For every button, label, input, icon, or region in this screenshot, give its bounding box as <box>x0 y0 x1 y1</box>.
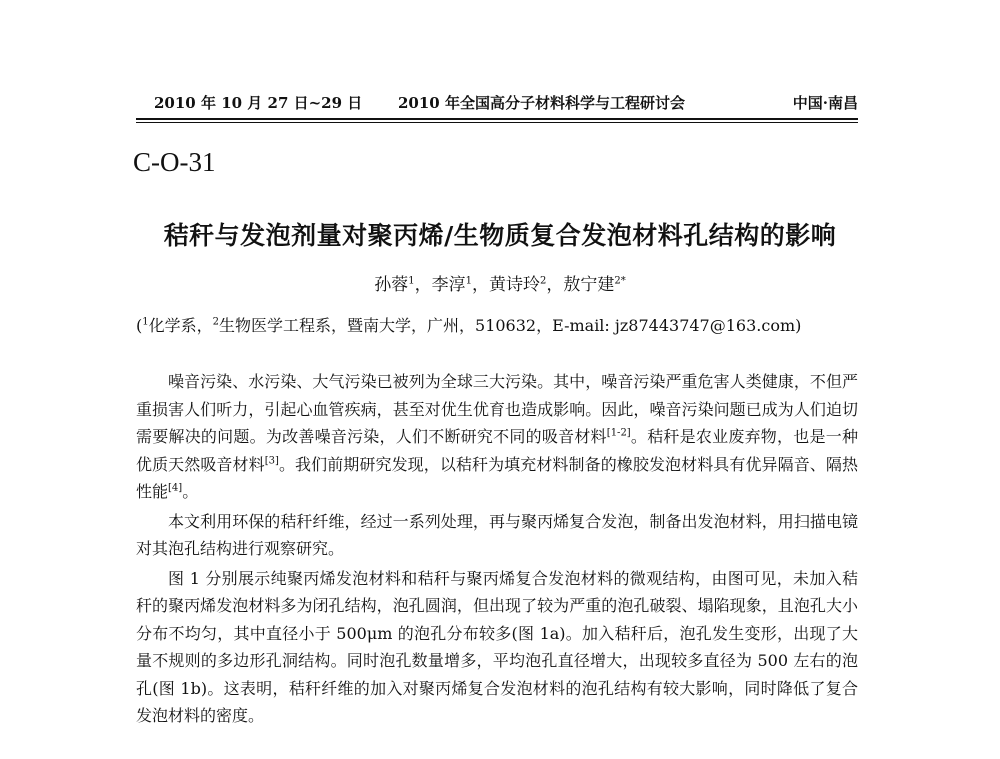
affiliation-mark-2: 2 <box>212 316 220 328</box>
author-mark: 2 <box>540 275 547 287</box>
affiliation-dept-1: 化学系， <box>148 316 213 335</box>
author-name: 黄诗玲 <box>489 275 540 295</box>
paragraph-text: 。我们前期研究发现，以秸秆为填充材料制备的橡胶发泡材料具有优异隔音、隔热性能 <box>136 454 858 501</box>
header-date: 2010 年 10 月 27 日~29 日 <box>154 94 363 112</box>
paragraph-text: 。 <box>182 482 199 501</box>
paragraph-text: 噪音污染、水污染、大气污染已被列为全球三大污染。其中，噪音污染严重危害人类健康，不但严重损害人们听力，引起心血管疾病，甚至对优生优育也造成影响。因此，噪音污染问题已成为人们迫切需要解决的问题。为改善噪音污染，人们不断研究不同的吸音材料 <box>136 372 858 446</box>
header-rule-thin <box>136 122 858 123</box>
paragraph-results: 图 1 分别展示纯聚丙烯发泡材料和秸秆与聚丙烯复合发泡材料的微观结构，由图可见，未加入秸秆的聚丙烯发泡材料多为闭孔结构，泡孔圆润，但出现了较为严重的泡孔破裂、塌陷现象，且泡孔大小分布不均匀，其中直径小于 500μm 的泡孔分布较多(图 1a)。加入秸秆后，泡孔发生变形，出现了大量不规则的多边形孔洞结构。同时泡孔数量增多，平均泡孔直径增大，出现较多直径为 500 左右的泡孔(图 1b)。这表明，秸秆纤维的加入对聚丙烯复合发泡材料的泡孔结构有较大影响，同时降低了复合发泡材料的密度。 <box>136 568 858 725</box>
header-conference: 2010 年全国高分子材料科学与工程研讨会 <box>398 94 685 112</box>
header-rule-thick <box>136 118 858 120</box>
affiliation-mark-1: 1 <box>142 316 149 328</box>
author-mark: 2* <box>614 275 626 287</box>
paper-code: C-O-31 <box>133 147 216 177</box>
author-name: 李淳 <box>431 275 466 295</box>
header-location: 中国·南昌 <box>792 94 858 112</box>
paragraph-intro <box>136 368 858 506</box>
author-list <box>0 270 1000 295</box>
affiliation-line <box>136 313 858 336</box>
author-name: 孙蓉 <box>374 275 409 295</box>
author-separator: ， <box>546 275 564 295</box>
citation-ref: [1-2] <box>606 427 631 439</box>
citation-ref: [3] <box>264 455 279 467</box>
author-mark: 1 <box>408 275 415 287</box>
paragraph-text: 。秸秆是农业废弃物，也是一种优质天然吸音材料 <box>136 427 858 474</box>
affiliation-open: ( <box>136 316 143 335</box>
author-name: 敖宁建 <box>563 275 615 295</box>
affiliation-rest: 生物医学工程系，暨南大学，广州，510632，E-mail: jz87443747@163.com) <box>219 316 802 335</box>
running-header <box>136 92 858 116</box>
author-mark: 1 <box>465 275 472 287</box>
body-text <box>136 368 858 732</box>
author-separator: ， <box>472 275 489 295</box>
paper-title: 秸秆与发泡剂量对聚丙烯/生物质复合发泡材料孔结构的影响 <box>163 221 837 250</box>
citation-ref: [4] <box>168 482 183 494</box>
paragraph-method: 本文利用环保的秸秆纤维，经过一系列处理，再与聚丙烯复合发泡，制备出发泡材料，用扫描电镜对其泡孔结构进行观察研究。 <box>136 511 858 558</box>
author-separator: ， <box>414 275 432 295</box>
